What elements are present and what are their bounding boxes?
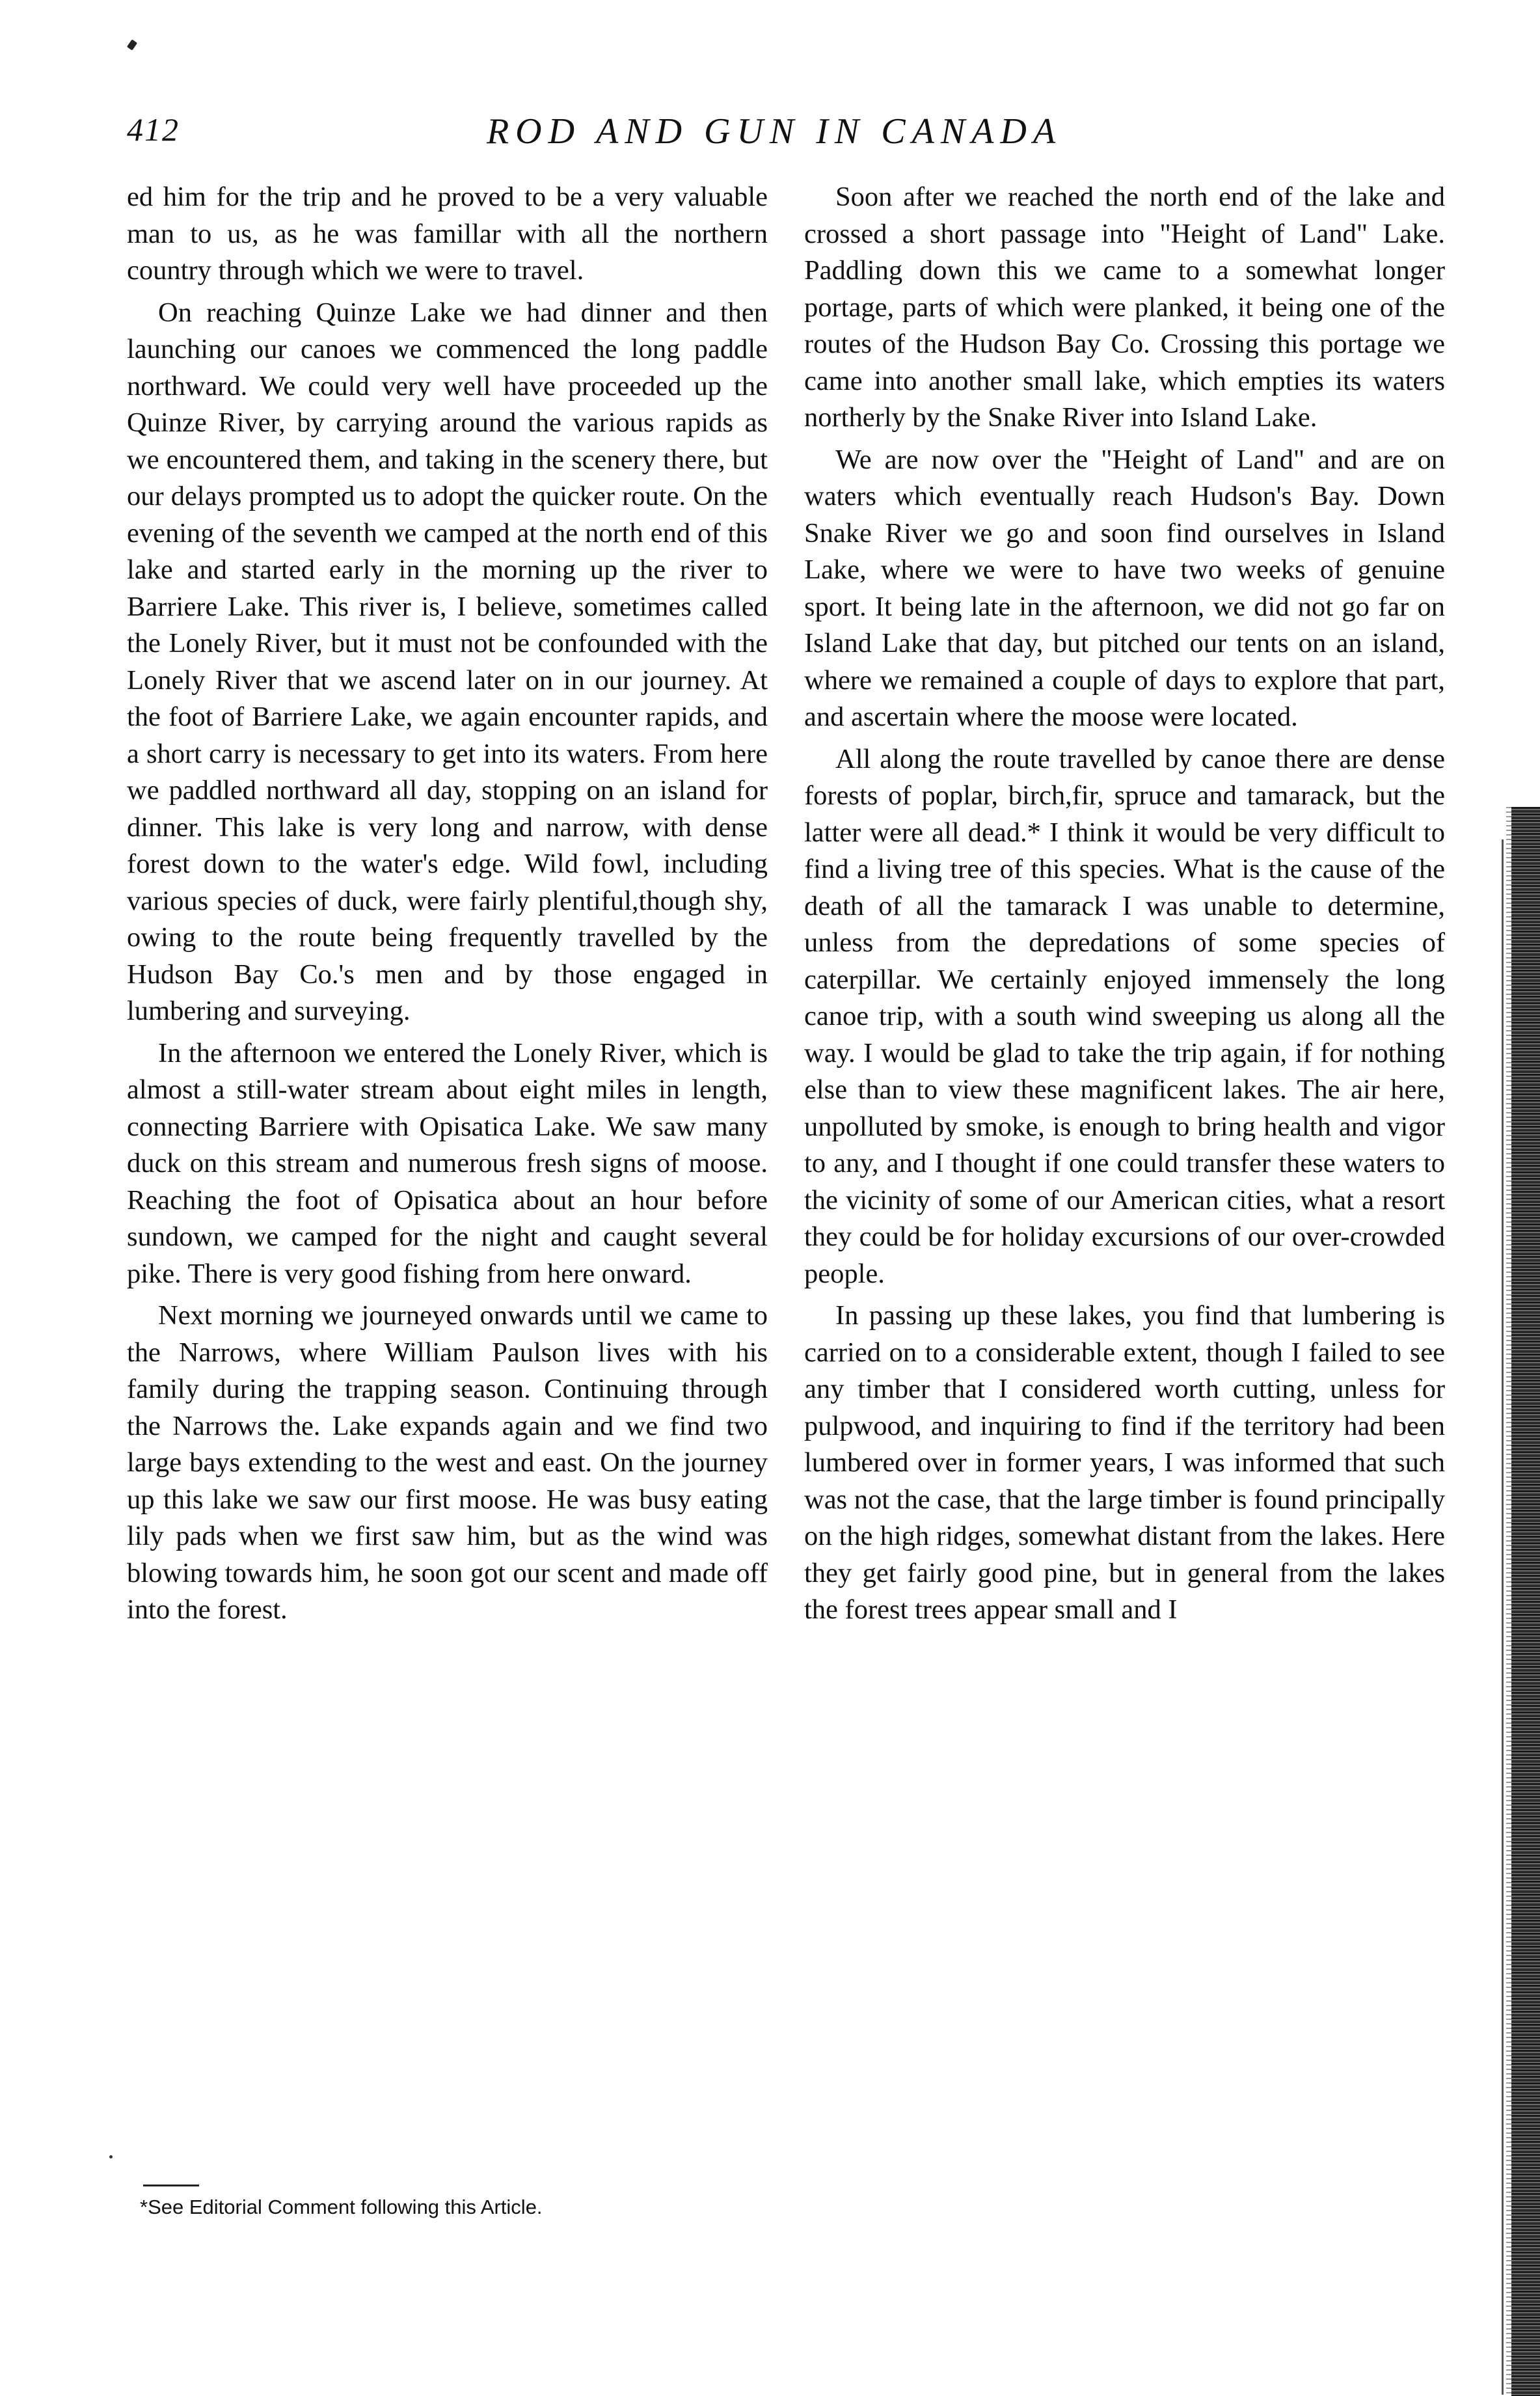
page-number: 412: [127, 111, 180, 148]
ink-mark: [127, 39, 137, 50]
paragraph: In the afternoon we entered the Lonely River, which is almost a still-water stream about eight miles in length, connecting Barriere with Opisatica Lake. We saw many duck on this stream and numerous fresh signs of moose. Reaching the foot of Opisatica about an hour before sundown, we camped for the night and caught several pike. There is very good fishing from here onward.: [127, 1037, 768, 1289]
stray-dot: [109, 2155, 113, 2158]
paragraph: On reaching Quinze Lake we had dinner and then launching our canoes we commenced the long paddle northward. We could very well have proceeded up the Quinze River, by carrying around the various rapids as we encountered them, and taking in the scenery there, but our delays prompted us to adopt the quicker route. On the evening of the seventh we camped at the north end of this lake and started early in the morning up the river to Barriere Lake. This river is, I believe, sometimes called the Lonely River, but it must not be confounded with the Lonely River that we ascend later on in our journey. At the foot of Barriere Lake, we again encounter rapids, and a short carry is necessary to get into its waters. From here we paddled northward all day, stopping on an island for dinner. This lake is very long and narrow, with dense forest down to the water's edge. Wild fowl, including various species of duck, were fairly plentiful,though shy, owing to the route being frequently travelled by the Hudson Bay Co.'s men and by those engaged in lumbering and surveying.: [127, 297, 768, 1026]
paragraph: All along the route travelled by canoe there are dense forests of poplar, birch,fir, spruce and tamarack, but the latter were all dead.* I think it would be very difficult to find a living tree of this species. What is the cause of the death of all the tamarack I was unable to determine, unless from the depredations of some species of caterpillar. We certainly enjoyed immensely the long canoe trip, with a south wind sweeping us along all the way. I would be glad to take the trip again, if for nothing else than to view these magnificent lakes. The air here, unpolluted by smoke, is enough to bring health and vigor to any, and I thought if one could transfer these waters to the vicinity of some of our American cities, what a resort they could be for holiday excursions of our over-crowded people.: [804, 743, 1445, 1289]
paragraph: ed him for the trip and he proved to be a very valuable man to us, as he was famillar with all the northern country through which we were to travel.: [127, 182, 768, 286]
running-title: ROD AND GUN IN CANADA: [486, 111, 1062, 152]
right-column: [804, 179, 1445, 1634]
paragraph: We are now over the "Height of Land" and are on waters which eventually reach Hudson's Bay. Down Snake River we go and soon find ourselves in Island Lake, where we were to have two weeks of genuine sport. It being late in the afternoon, we did not go far on Island Lake that day, but pitched our tents on an island, where we remained a couple of days to explore that part, and ascertain where the moose were located.: [804, 444, 1445, 732]
left-column: [127, 179, 768, 1634]
footnote-divider: [143, 2185, 199, 2186]
footnote: *See Editorial Comment following this Article.: [140, 2196, 543, 2218]
page-header: [127, 111, 1422, 163]
binding-shadow-line: [1502, 839, 1504, 2395]
page-binding-edge: [1511, 807, 1540, 2396]
paragraph: Next morning we journeyed onwards until we came to the Narrows, where William Paulson lives with his family during the trapping season. Continuing through the Narrows the. Lake expands again and we find two large bays extending to the west and east. On the journey up this lake we saw our first moose. He was busy eating lily pads when we first saw him, but as the wind was blowing towards him, he soon got our scent and made off into the forest.: [127, 1300, 768, 1625]
paragraph: Soon after we reached the north end of the lake and crossed a short passage into "Height of Land" Lake. Paddling down this we came to a somewhat longer portage, parts of which were planked, it being one of the routes of the Hudson Bay Co. Crossing this portage we came into another small lake, which empties its waters northerly by the Snake River into Island Lake.: [804, 182, 1445, 433]
paragraph: In passing up these lakes, you find that lumbering is carried on to a considerable extent, though I failed to see any timber that I considered worth cutting, unless for pulpwood, and inquiring to find if the territory had been lumbered over in former years, I was informed that such was not the case, that the large timber is found principally on the high ridges, somewhat distant from the lakes. Here they get fairly good pine, but in general from the lakes the forest trees appear small and I: [804, 1300, 1445, 1625]
